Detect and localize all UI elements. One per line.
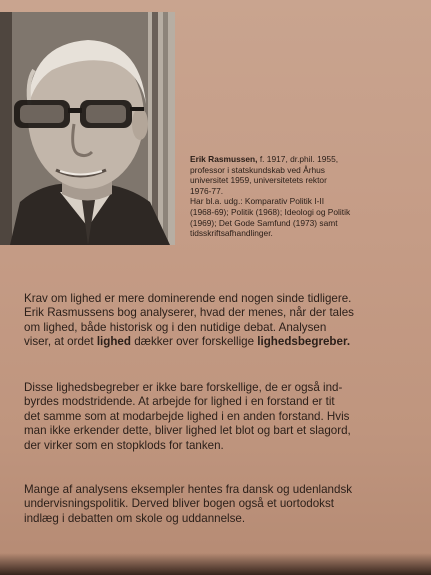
- bio-line-2: professor i statskundskab ved Århus: [190, 164, 325, 175]
- bio-line-5: Har bl.a. udg.: Komparativ Politik I-II: [190, 196, 325, 207]
- bio-line-8: tidsskriftsafhandlinger.: [190, 228, 273, 239]
- text-line: der virker som en stopklods for tanken.: [24, 438, 224, 452]
- text-line: Krav om lighed er mere dominerende end nogen sinde tidligere.: [24, 292, 352, 305]
- bio-line-3: universitet 1959, universitetets rektor: [190, 175, 327, 186]
- author-bio: [190, 154, 422, 239]
- bio-line-1: Erik Rasmussen, f. 1917, dr.phil. 1955,: [190, 154, 339, 164]
- bold-term-lighed: lighed: [96, 335, 131, 349]
- text-line: Erik Rasmussens bog analyserer, hvad der menes, når der tales: [24, 306, 354, 320]
- text-line: Disse lighedsbegreber er ikke bare forskellige, de er også ind-: [24, 381, 343, 394]
- text-line: byrdes modstridende. At arbejde for lighed i en forstand er tit: [24, 395, 335, 409]
- bio-line-7: (1969); Det Gode Samfund (1973) samt: [190, 217, 338, 228]
- bio-line-6: (1968-69); Politik (1968); Ideologi og Politik: [190, 206, 351, 217]
- author-photo: [0, 12, 175, 245]
- blurb-paragraph-3: [24, 483, 416, 526]
- blurb-paragraph-1: [24, 292, 416, 350]
- bio-line-4: 1976-77.: [190, 185, 224, 196]
- text-line: undervisningspolitik. Derved bliver bogen også et uortodokst: [24, 497, 334, 511]
- author-name: Erik Rasmussen,: [190, 154, 258, 164]
- blurb-paragraph-2: [24, 381, 416, 453]
- text-line: Mange af analysens eksempler hentes fra dansk og udenlandsk: [24, 483, 353, 496]
- text-line: man ikke erkender dette, bliver lighed let blot og bart et slagord,: [24, 424, 351, 438]
- text-line: viser, at ordet lighed dækker over forskellige lighedsbegreber.: [24, 335, 351, 349]
- text-line: det samme som at modarbejde lighed i en anden forstand. Hvis: [24, 409, 350, 423]
- bold-term-lighedsbegreber: lighedsbegreber.: [257, 335, 351, 349]
- text-line: indlæg i debatten om skole og uddannelse.: [24, 511, 246, 525]
- text-line: om lighed, både historisk og i den nutidige debat. Analysen: [24, 320, 327, 334]
